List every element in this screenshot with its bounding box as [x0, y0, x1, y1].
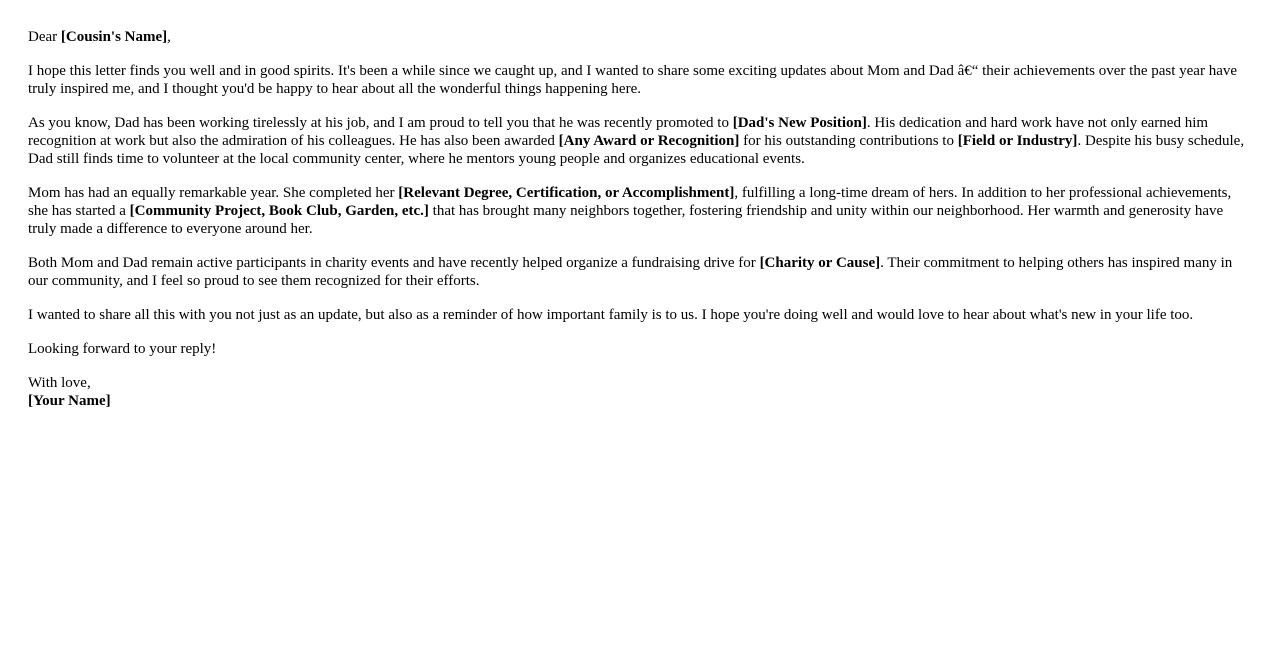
- greeting: [28, 28, 1250, 46]
- closing-text: With love,: [28, 375, 91, 391]
- dad-position-placeholder: [Dad's New Position]: [732, 115, 867, 131]
- paragraph-reply: Looking forward to your reply!: [28, 341, 217, 357]
- paragraph-intro: I hope this letter finds you well and in good spirits. It's been a while since we caught up, and I wanted to share some exciting updates about Mom and Dad â€“ their achievements over the past year have truly inspired me, and I thought you'd be happy to hear about all the wonderful things happening here.: [28, 63, 1238, 97]
- cousin-name-placeholder: [Cousin's Name]: [60, 29, 168, 45]
- paragraph-text: . Despite his busy schedule, Dad still finds time to volunteer at the local community center, where he mentors young people and organizes educational events.: [28, 133, 1245, 167]
- greeting-suffix: ,: [167, 29, 171, 45]
- paragraph-text: . Their commitment to helping others has inspired many in our community, and I feel so proud to see them recognized for their efforts.: [28, 255, 1233, 289]
- paragraph-text: , fulfilling a long-time dream of hers. In addition to her professional achievements, she has started a: [28, 185, 1232, 219]
- community-project-placeholder: [Community Project, Book Club, Garden, etc.]: [129, 203, 429, 219]
- award-placeholder: [Any Award or Recognition]: [558, 133, 740, 149]
- greeting-prefix: Dear: [28, 29, 61, 45]
- paragraph-text: . His dedication and hard work have not only earned him recognition at work but also the admiration of his colleagues. He has also been awarded: [28, 115, 1209, 149]
- paragraph-charity: [28, 254, 1250, 290]
- paragraph-family: I wanted to share all this with you not just as an update, but also as a reminder of how important family is to us. I hope you're doing well and would love to hear about what's new in your life too.: [28, 307, 1194, 323]
- paragraph-text: for his outstanding contributions to: [739, 133, 958, 149]
- paragraph-dad: [28, 114, 1250, 168]
- your-name-placeholder: [Your Name]: [28, 393, 111, 409]
- paragraph-text: Both Mom and Dad remain active participants in charity events and have recently helped organize a fundraising drive for: [28, 255, 760, 271]
- charity-placeholder: [Charity or Cause]: [759, 255, 881, 271]
- paragraph-text: As you know, Dad has been working tirelessly at his job, and I am proud to tell you that he was recently promoted to: [28, 115, 733, 131]
- field-placeholder: [Field or Industry]: [957, 133, 1078, 149]
- paragraph-mom: [28, 184, 1250, 238]
- paragraph-text: Mom has had an equally remarkable year. She completed her: [28, 185, 399, 201]
- closing: [28, 374, 1250, 410]
- letter-body: [28, 28, 1250, 426]
- accomplishment-placeholder: [Relevant Degree, Certification, or Accomplishment]: [398, 185, 735, 201]
- paragraph-text: that has brought many neighbors together, fostering friendship and unity within our neighborhood. Her warmth and generosity have truly made a difference to everyone around her.: [28, 203, 1224, 237]
